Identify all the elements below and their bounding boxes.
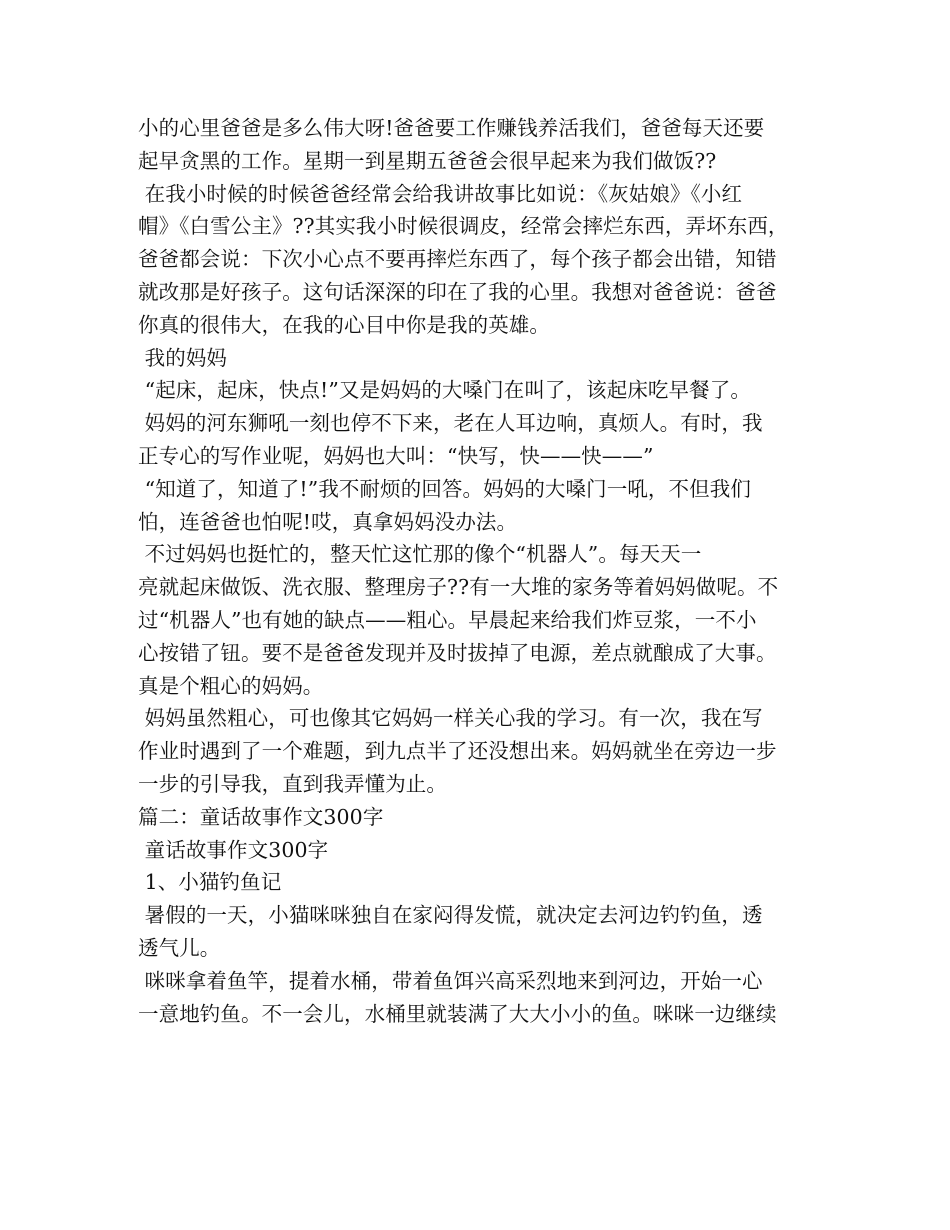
text-line: 妈妈虽然粗心，可也像其它妈妈一样关心我的学习。有一次，我在写 — [138, 706, 763, 731]
text-line: 帽》《白雪公主》??其实我小时候很调皮，经常会摔烂东西，弄坏东西， — [138, 214, 789, 239]
chapter-heading: 篇二：童话故事作文300字 — [138, 804, 384, 829]
text-line: 爸爸都会说：下次小心点不要再摔烂东西了，每个孩子都会出错，知错 — [138, 247, 777, 272]
text-line: 咪咪拿着鱼竿，提着水桶，带着鱼饵兴高采烈地来到河边，开始一心 — [138, 968, 763, 993]
text-line: 起早贪黑的工作。星期一到星期五爸爸会很早起来为我们做饭?? — [138, 148, 717, 173]
story-title: 1、小猫钓鱼记 — [138, 870, 282, 895]
text-line: 透气儿。 — [138, 935, 221, 960]
section-heading: 我的妈妈 — [138, 345, 228, 370]
text-line: “知道了，知道了!”我不耐烦的回答。妈妈的大嗓门一吼，不但我们 — [138, 476, 751, 501]
text-line: 过“机器人”也有她的缺点——粗心。早晨起来给我们炸豆浆，一不小 — [138, 607, 757, 632]
text-line: 暑假的一天，小猫咪咪独自在家闷得发慌，就决定去河边钓钓鱼，透 — [138, 903, 763, 928]
text-line: 不过妈妈也挺忙的，整天忙这忙那的像个“机器人”。每天天一 — [138, 542, 702, 567]
document-body — [138, 112, 828, 1030]
text-line: 一步的引导我，直到我弄懂为止。 — [138, 771, 447, 796]
text-line: 心按错了钮。要不是爸爸发现并及时拔掉了电源，差点就酿成了大事。 — [138, 640, 777, 665]
text-line: 小的心里爸爸是多么伟大呀!爸爸要工作赚钱养活我们，爸爸每天还要 — [138, 116, 765, 140]
text-line: 一意地钓鱼。不一会儿，水桶里就装满了大大小小的鱼。咪咪一边继续 — [138, 1001, 777, 1026]
text-line: 妈妈的河东狮吼一刻也停不下来，老在人耳边响，真烦人。有时，我 — [138, 411, 763, 436]
section-heading: 童话故事作文300字 — [138, 837, 329, 862]
text-line: 就改那是好孩子。这句话深深的印在了我的心里。我想对爸爸说：爸爸 — [138, 279, 777, 304]
text-line: 亮就起床做饭、洗衣服、整理房子??有一大堆的家务等着妈妈做呢。不 — [138, 575, 779, 600]
text-line: 正专心的写作业呢，妈妈也大叫：“快写，快——快——” — [138, 443, 654, 468]
text-line: 你真的很伟大，在我的心目中你是我的英雄。 — [138, 312, 550, 337]
text-line: 作业时遇到了一个难题，到九点半了还没想出来。妈妈就坐在旁边一步 — [138, 739, 777, 764]
text-line: 在我小时候的时候爸爸经常会给我讲故事比如说：《灰姑娘》《小红 — [138, 181, 743, 206]
text-line: “起床，起床，快点!”又是妈妈的大嗓门在叫了，该起床吃早餐了。 — [138, 378, 751, 403]
text-line: 怕，连爸爸也怕呢!哎，真拿妈妈没办法。 — [138, 509, 518, 534]
text-line: 真是个粗心的妈妈。 — [138, 673, 324, 698]
